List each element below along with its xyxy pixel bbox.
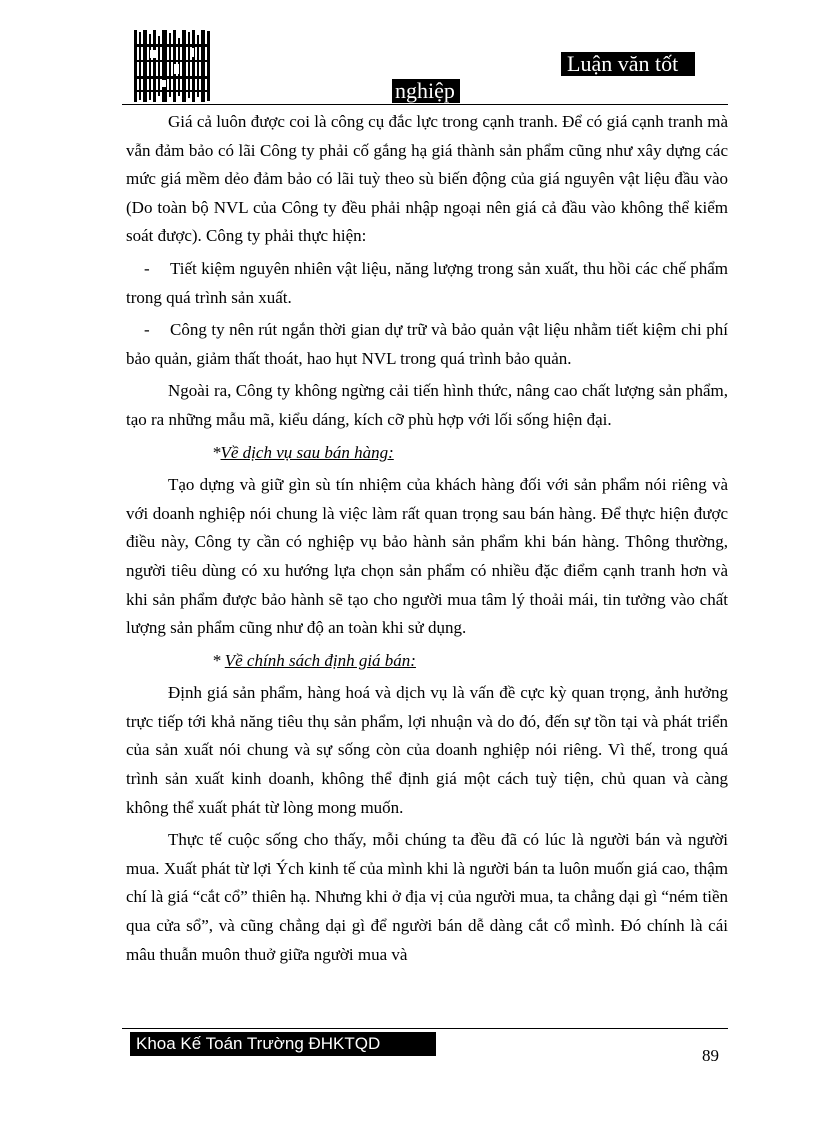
page-body <box>126 108 728 969</box>
bullet-text: Tiết kiệm nguyên nhiên vật liệu, năng lượng trong sản xuất, thu hồi các chế phẩm trong quá trình sản xuất. <box>126 258 728 307</box>
paragraph: Thực tế cuộc sống cho thấy, mỗi chúng ta đều đã có lúc là người bán và người mua. Xuất phát từ lợi Ých kinh tế của mình khi là người bán ta luôn muốn giá cao, thậm chí là giá “cắt cổ” thiên hạ. Nhưng khi ở địa vị của người mua, ta chẳng dại gì “ném tiền qua cửa sổ”, và cũng chẳng dại gì để người bán dễ dàng cắt cổ mình. Đó chính là cái mâu thuẫn muôn thuở giữa người mua và <box>126 830 728 964</box>
bullet-item <box>126 316 728 373</box>
header-title-continuation: nghiệp <box>392 79 460 103</box>
heading-star: * <box>212 442 221 462</box>
section-heading <box>126 647 728 676</box>
paragraph: Tạo dựng và giữ gìn sù tín nhiệm của khách hàng đối với sản phẩm nói riêng và với doanh nghiệp nói chung là việc làm rất quan trọng sau bán hàng. Để thực hiện được điều này, Công ty cần có nghiệp vụ bảo hành sản phẩm khi bán hàng. Thông thường, người tiêu dùng có xu hướng lựa chọn sản phẩm có nhiều đặc điểm cạnh tranh hơn và khi sản phẩm được bảo hành sẽ tạo cho người mua tâm lý thoải mái, tin tưởng vào chất lượng sản phẩm cũng như độ an toàn khi sử dụng. <box>126 475 728 638</box>
heading-text: Về chính sách định giá bán: <box>224 650 416 670</box>
header-title: Luận văn tốt <box>561 52 695 76</box>
section-heading <box>126 439 728 468</box>
footer-divider <box>122 1028 728 1029</box>
page-number: 89 <box>702 1046 719 1065</box>
footer-text: Khoa Kế Toán Trường ĐHKTQD <box>130 1032 436 1056</box>
paragraph: Ngoài ra, Công ty không ngừng cải tiến hình thức, nâng cao chất lượng sản phẩm, tạo ra những mẫu mã, kiểu dáng, kích cỡ phù hợp với lối sống hiện đại. <box>126 381 728 429</box>
bullet-dash: - <box>144 320 150 340</box>
header-divider <box>122 104 728 105</box>
bullet-item <box>126 255 728 312</box>
paragraph: Định giá sản phẩm, hàng hoá và dịch vụ là vấn đề cực kỳ quan trọng, ảnh hưởng trực tiếp tới khả năng tiêu thụ sản phẩm, lợi nhuận và do đó, đến sự tồn tại và phát triển của sản xuất nói chung và sự sống còn của doanh nghiệp nói riêng. Vì thế, trong quá trình sản xuất kinh doanh, không thể định giá một cách tuỳ tiện, chủ quan và càng không thể xuất phát từ lòng mong muốn. <box>126 683 728 817</box>
heading-text: Về dịch vụ sau bán hàng: <box>220 442 394 462</box>
paragraph: Giá cả luôn được coi là công cụ đắc lực trong cạnh tranh. Để có giá cạnh tranh mà vẫn đảm bảo có lãi Công ty phải cố gắng hạ giá thành sản phẩm cũng như xây dựng các mức giá mềm dẻo đảm bảo có lãi tuỳ theo sù biến động của giá nguyên vật liệu đầu vào (Do toàn bộ NVL của Công ty đều phải nhập ngoại nên giá cả đầu vào không thể kiểm soát được). Công ty phải thực hiện: <box>126 112 728 246</box>
header-logo-image <box>134 30 210 102</box>
bullet-dash: - <box>144 258 150 278</box>
heading-star: * <box>212 650 225 670</box>
bullet-text: Công ty nên rút ngắn thời gian dự trữ và bảo quản vật liệu nhằm tiết kiệm chi phí bảo quản, giảm thất thoát, hao hụt NVL trong quá trình bảo quản. <box>126 320 728 368</box>
